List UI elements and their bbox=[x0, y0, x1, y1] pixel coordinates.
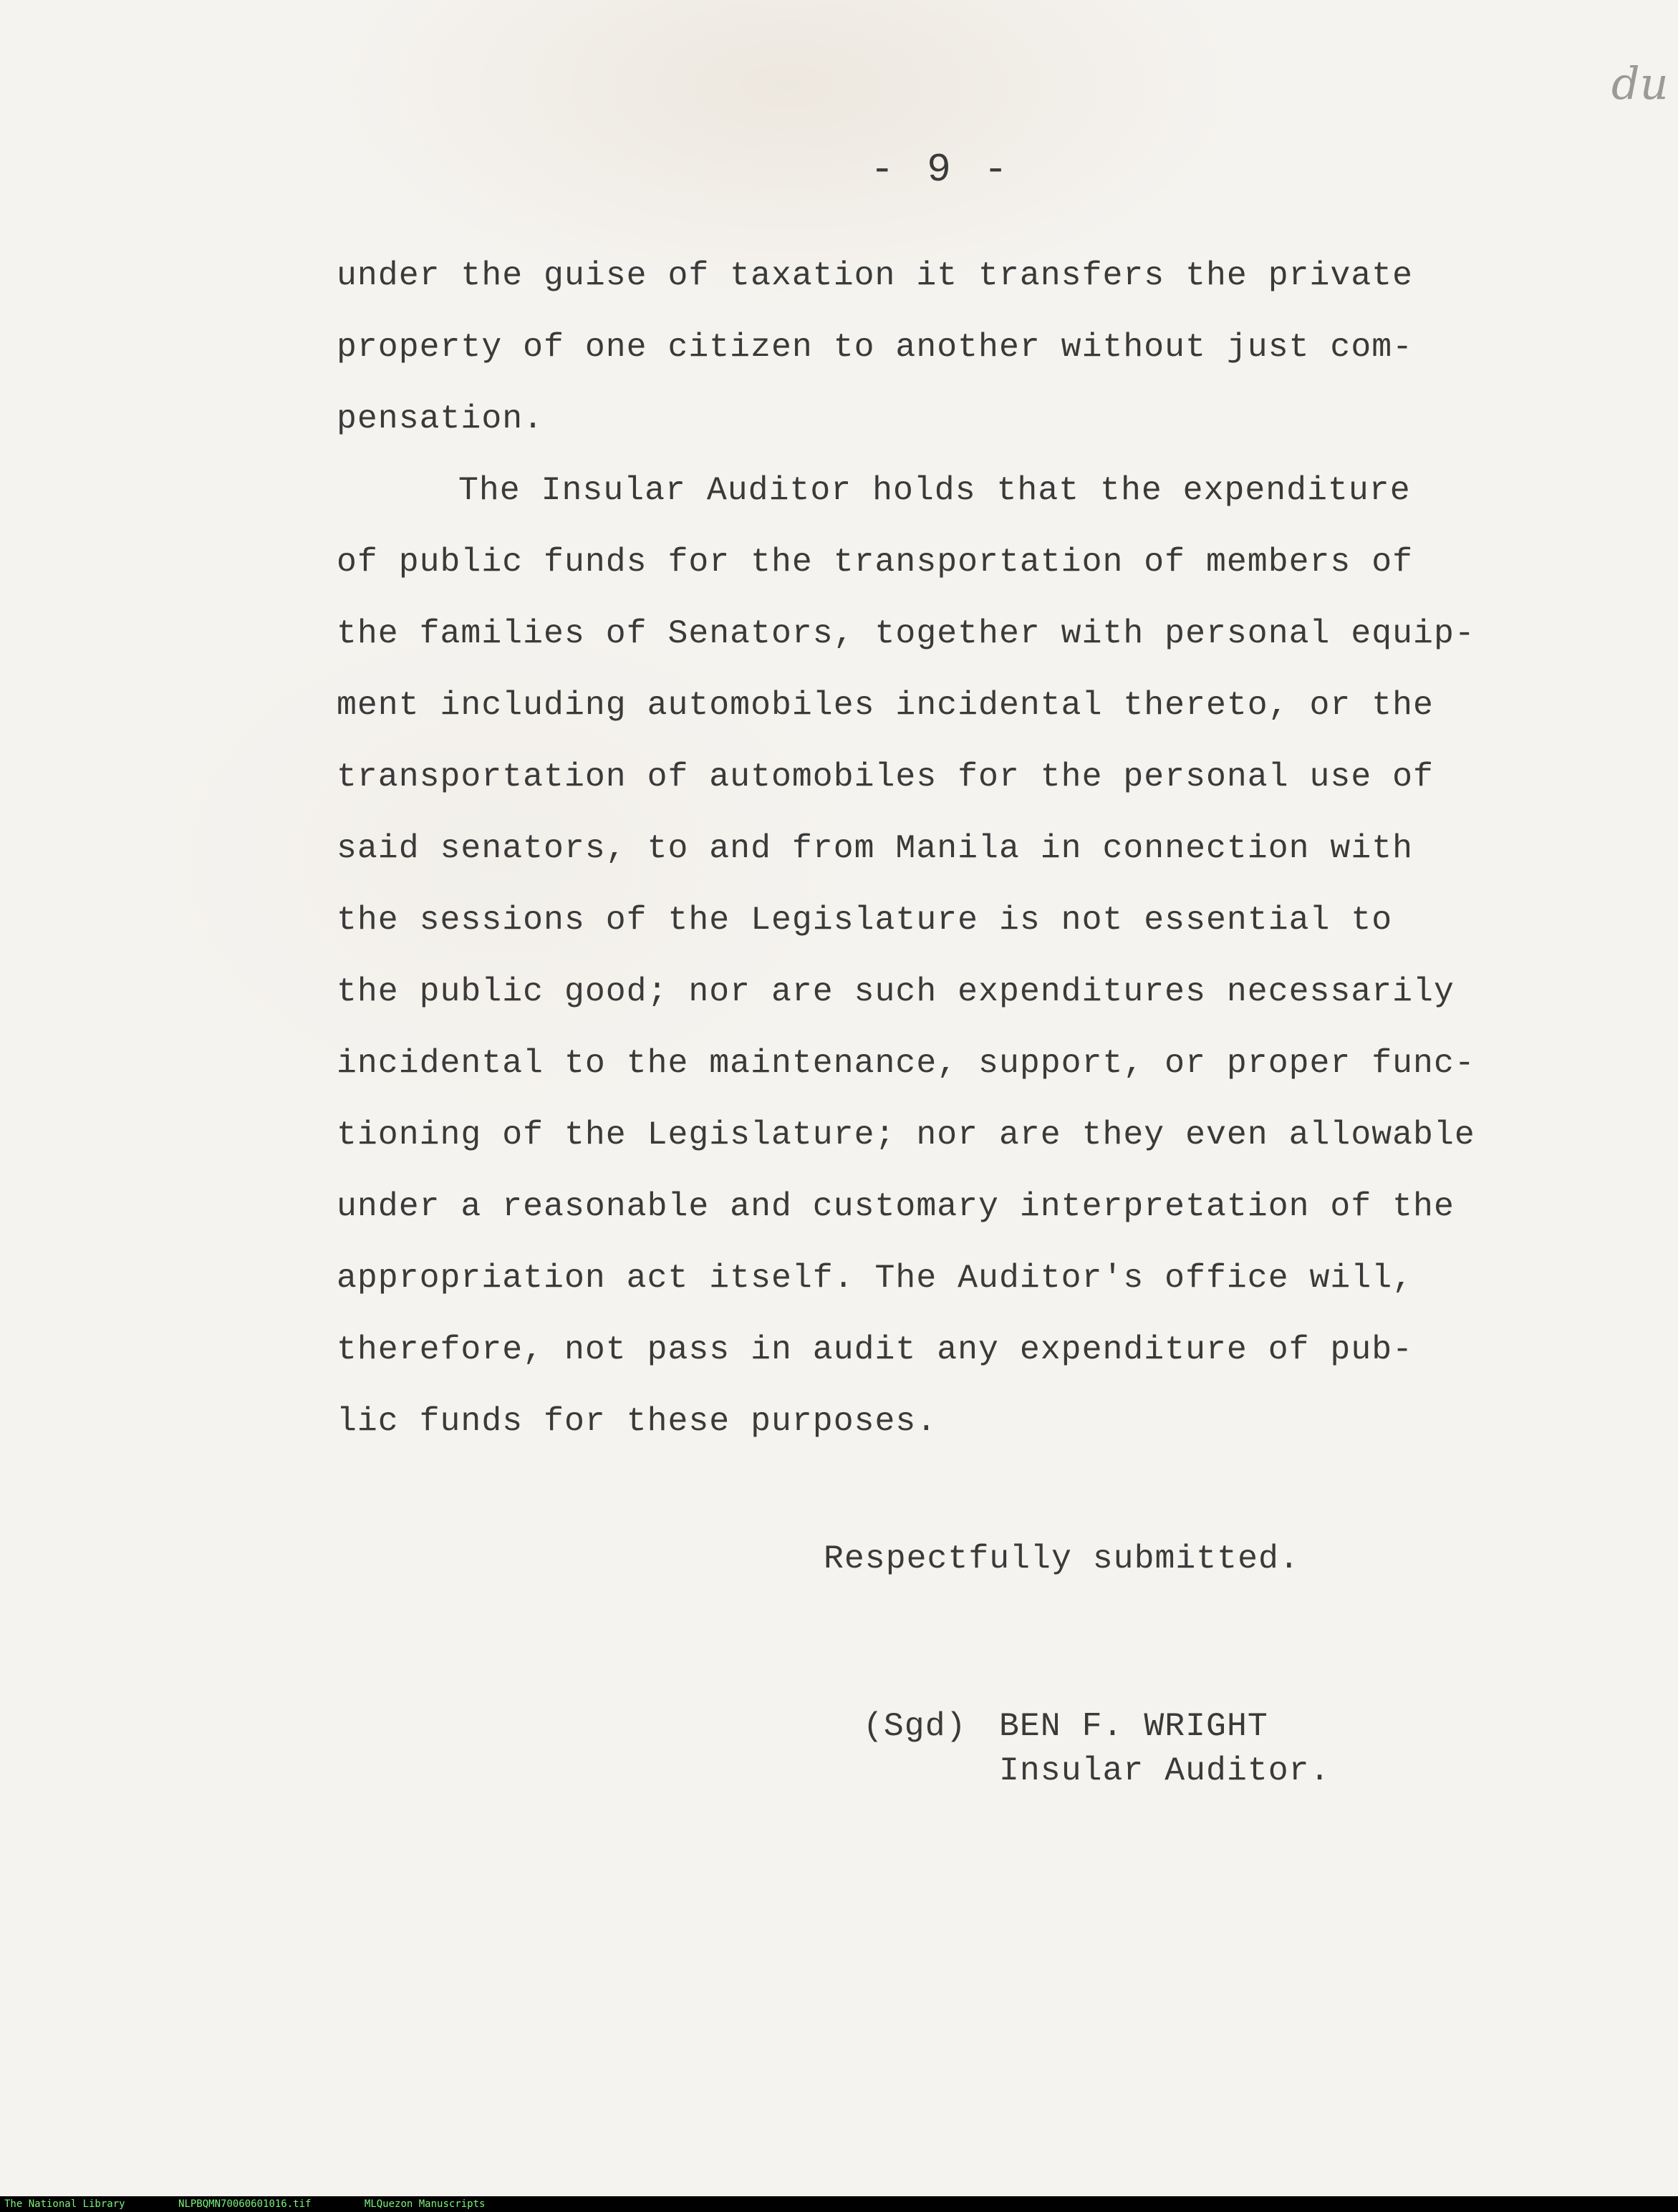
signature-line bbox=[863, 1704, 1330, 1749]
text-line: pensation. bbox=[337, 400, 544, 438]
signature-prefix: (Sgd) bbox=[863, 1707, 967, 1745]
text-line: property of one citizen to another without just com- bbox=[337, 328, 1414, 366]
text-line: ment including automobiles incidental thereto, or the bbox=[337, 686, 1434, 724]
closing-line: Respectfully submitted. bbox=[824, 1540, 1300, 1578]
text-line: of public funds for the transportation of members of bbox=[337, 543, 1414, 581]
text-line: The Insular Auditor holds that the expenditure bbox=[458, 471, 1411, 509]
text-line: the public good; nor are such expenditures necessarily bbox=[337, 972, 1455, 1010]
page-number: - 9 - bbox=[870, 147, 1013, 193]
body-text bbox=[337, 240, 1604, 1457]
text-line: under a reasonable and customary interpretation of the bbox=[337, 1187, 1455, 1225]
signatory-title: Insular Auditor. bbox=[999, 1752, 1331, 1790]
signatory-name: BEN F. WRIGHT bbox=[999, 1707, 1268, 1745]
footer-library: The National Library bbox=[4, 2198, 125, 2210]
footer-collection: MLQuezon Manuscripts bbox=[364, 2198, 486, 2210]
text-line: the families of Senators, together with personal equip- bbox=[337, 614, 1475, 652]
text-line: transportation of automobiles for the personal use of bbox=[337, 758, 1434, 796]
text-line: lic funds for these purposes. bbox=[337, 1402, 937, 1440]
text-line: the sessions of the Legislature is not essential to bbox=[337, 901, 1393, 939]
footer-bar bbox=[0, 2196, 1678, 2212]
text-line: under the guise of taxation it transfers the private bbox=[337, 256, 1414, 294]
text-line: tioning of the Legislature; nor are they even allowable bbox=[337, 1116, 1475, 1154]
footer-file-id: NLPBQMN70060601016.tif bbox=[178, 2198, 312, 2210]
handwritten-annotation: du bbox=[1611, 57, 1669, 110]
signature-block bbox=[863, 1704, 1330, 1793]
text-line: said senators, to and from Manila in connection with bbox=[337, 829, 1414, 867]
text-line: appropriation act itself. The Auditor's office will, bbox=[337, 1259, 1414, 1297]
text-line: therefore, not pass in audit any expenditure of pub- bbox=[337, 1330, 1414, 1368]
text-line: incidental to the maintenance, support, or proper func- bbox=[337, 1044, 1475, 1082]
